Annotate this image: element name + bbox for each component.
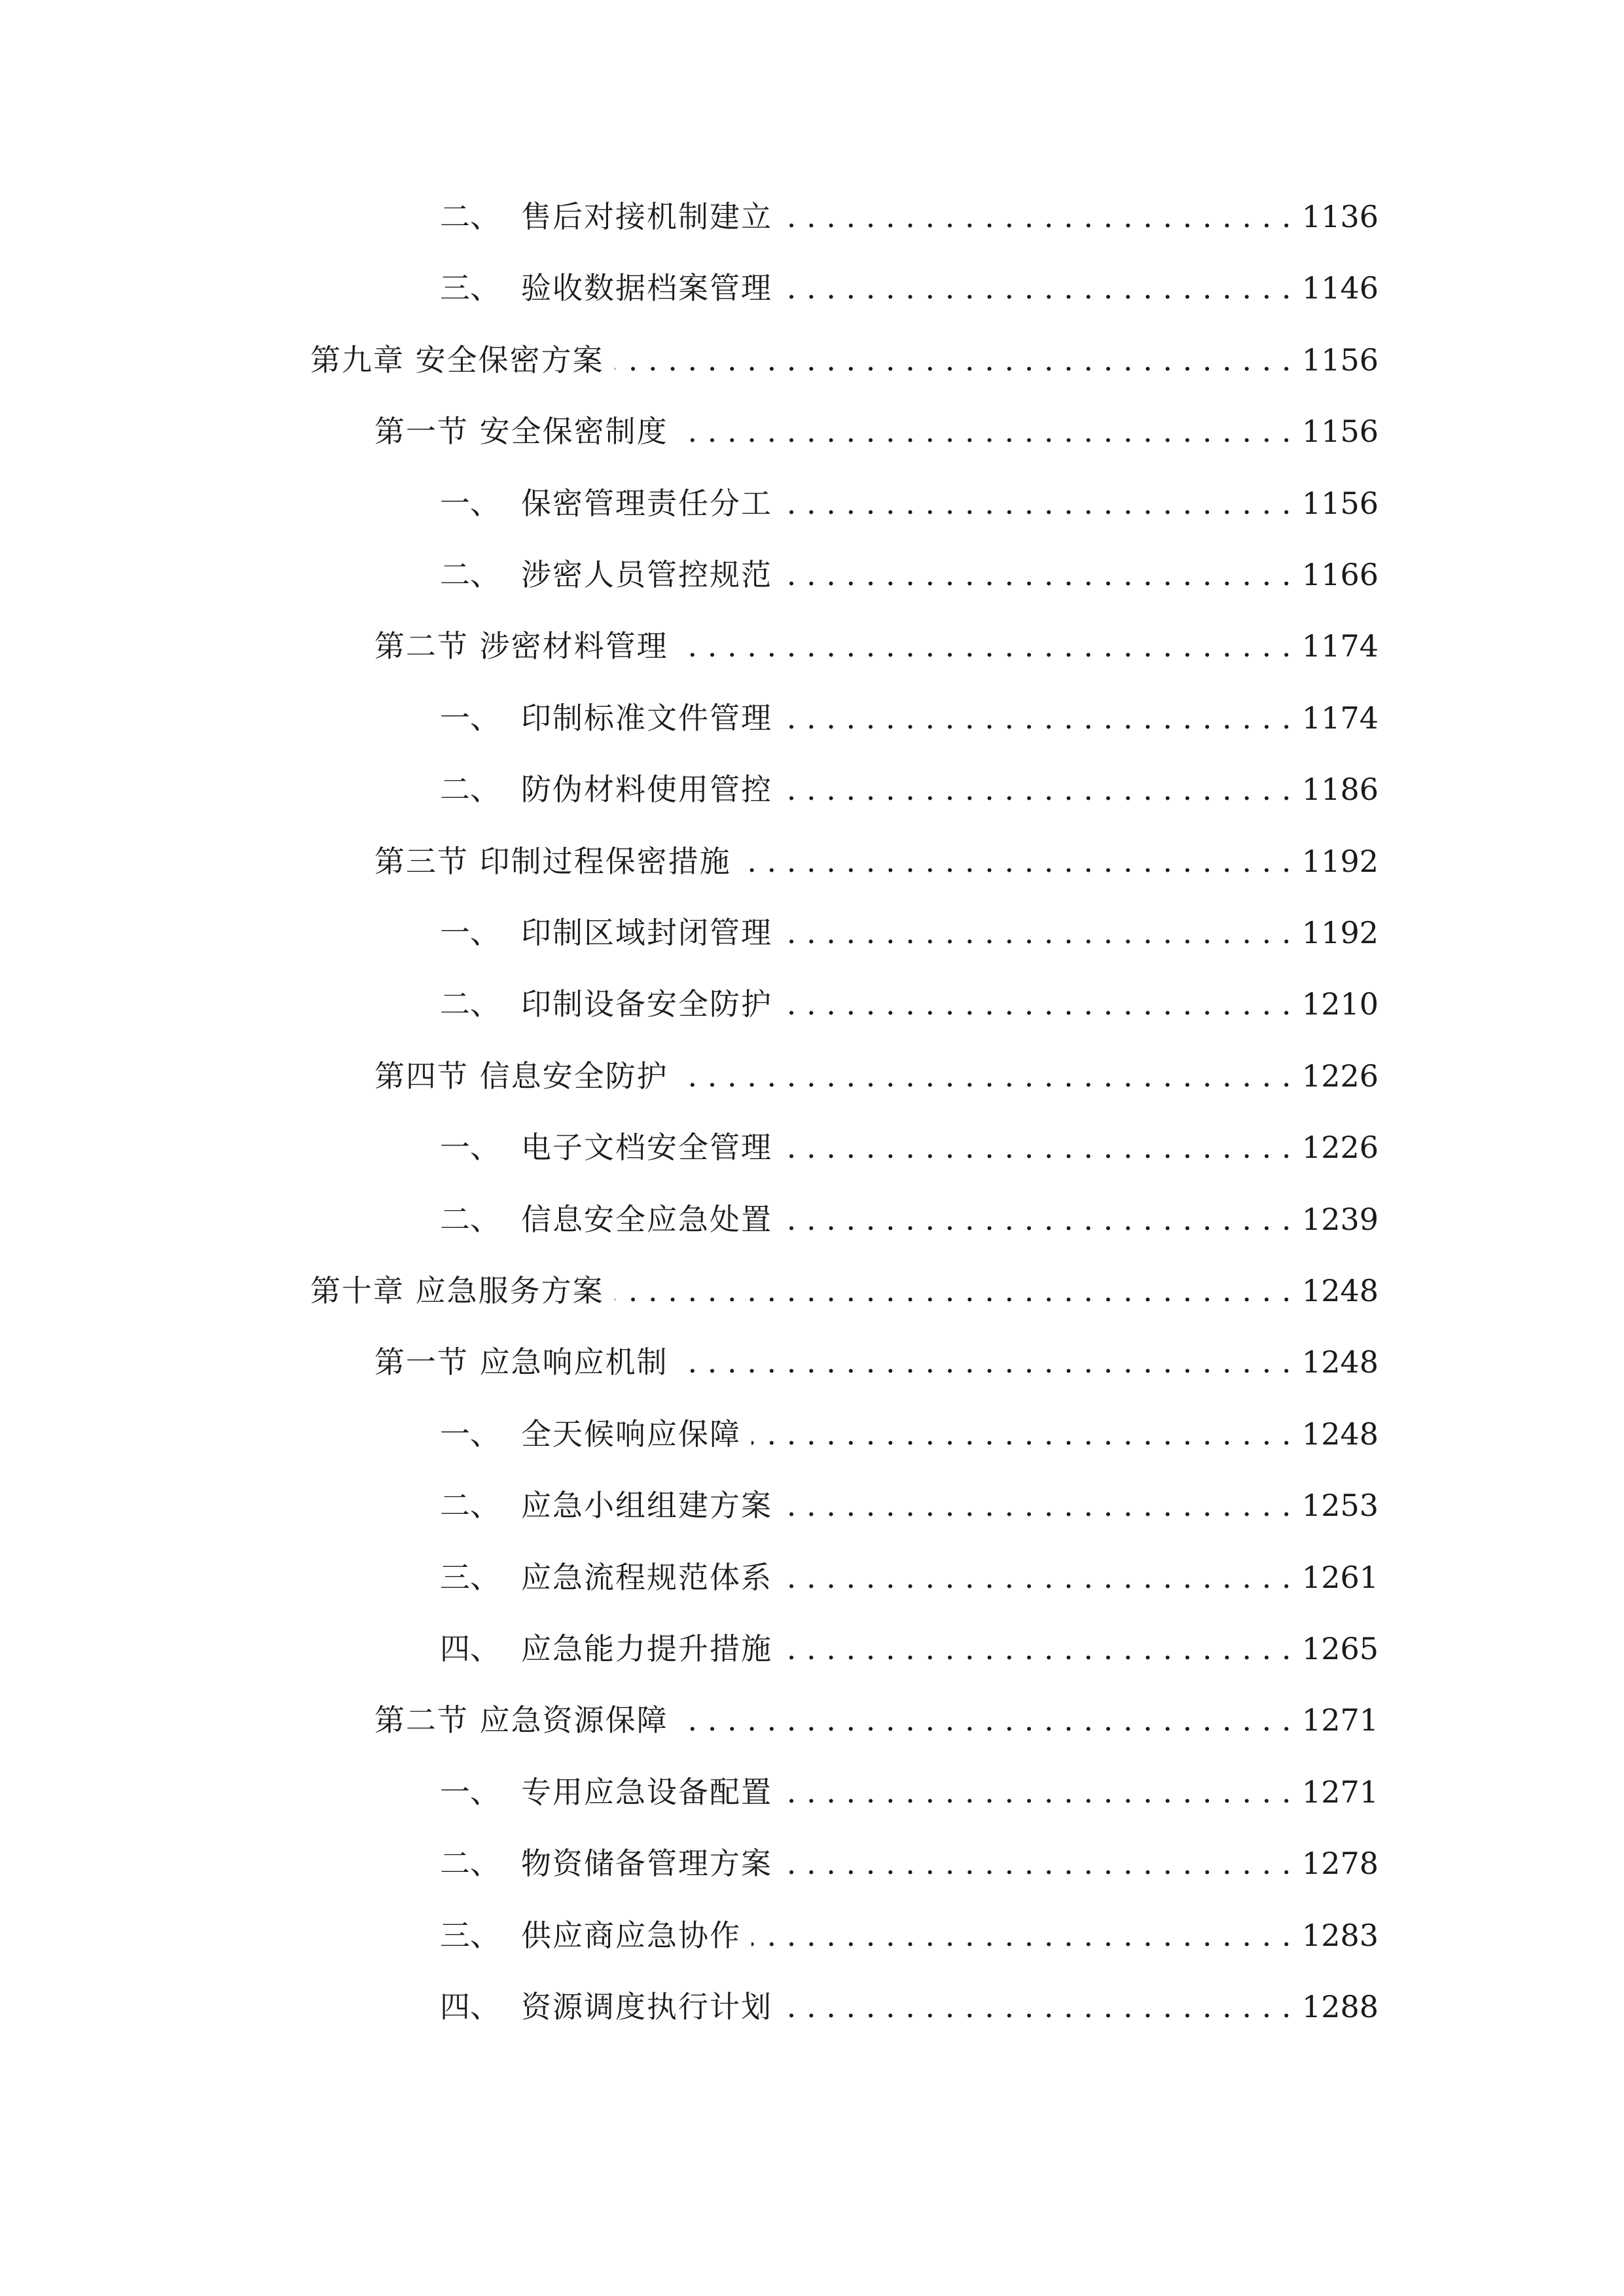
toc-dot-leader [783,766,1291,812]
toc-dot-leader [783,1769,1291,1815]
toc-entry-title: 供应商应急协作 [521,1918,741,1953]
toc-entry-title: 第一节 应急响应机制 [374,1344,668,1380]
toc-entry-page-number: 1288 [1301,1989,1379,2024]
toc-entry-title: 应急流程规范体系 [521,1560,772,1595]
toc-entry[interactable] [0,1482,1624,1528]
toc-dot-leader [742,838,1291,884]
toc-dot-leader [751,1411,1291,1457]
toc-dot-leader [783,1840,1291,1886]
toc-entry-title: 信息安全应急处置 [521,1202,772,1237]
toc-entry-page-number: 1278 [1301,1846,1379,1881]
toc-entry-number: 四、 [440,1631,500,1666]
toc-entry-number: 一、 [440,915,500,950]
toc-entry-number: 一、 [440,486,500,521]
toc-entry-number: 三、 [440,270,500,306]
toc-entry-number: 三、 [440,1560,500,1595]
toc-dot-leader [783,1124,1291,1170]
toc-entry-page-number: 1174 [1301,700,1379,736]
toc-entry-page-number: 1146 [1301,270,1379,306]
toc-dot-leader [783,1626,1291,1672]
toc-entry-page-number: 1192 [1301,915,1379,950]
toc-entry-number: 一、 [440,1416,500,1452]
toc-dot-leader [783,265,1291,311]
toc-entry[interactable] [0,1697,1624,1743]
toc-entry[interactable] [0,1626,1624,1672]
toc-entry[interactable] [0,623,1624,669]
toc-entry-title: 第一节 安全保密制度 [374,414,668,449]
toc-entry-title: 售后对接机制建立 [521,199,772,234]
toc-entry-title: 第四节 信息安全防护 [374,1058,668,1094]
toc-entry-title: 印制设备安全防护 [521,986,772,1022]
toc-entry-title: 专用应急设备配置 [521,1774,772,1810]
toc-entry-number: 二、 [440,772,500,807]
toc-entry-title: 第九章 安全保密方案 [310,342,604,378]
toc-entry-number: 四、 [440,1989,500,2024]
toc-dot-leader [783,194,1291,240]
toc-entry-number: 二、 [440,199,500,234]
toc-entry[interactable] [0,1124,1624,1170]
toc-entry-title: 应急能力提升措施 [521,1631,772,1666]
toc-dot-leader [679,1339,1291,1385]
toc-entry[interactable] [0,1268,1624,1314]
toc-entry-page-number: 1186 [1301,772,1379,807]
toc-entry[interactable] [0,552,1624,598]
toc-entry-title: 电子文档安全管理 [521,1130,772,1165]
toc-entry[interactable] [0,1554,1624,1600]
toc-entry-number: 一、 [440,1130,500,1165]
toc-entry-title: 应急小组组建方案 [521,1488,772,1523]
toc-entry[interactable] [0,1912,1624,1958]
toc-entry[interactable] [0,1196,1624,1242]
toc-entry-number: 二、 [440,1846,500,1881]
toc-dot-leader [783,1482,1291,1528]
toc-entry-page-number: 1261 [1301,1560,1379,1595]
toc-entry[interactable] [0,1053,1624,1099]
toc-entry-page-number: 1248 [1301,1273,1379,1308]
toc-dot-leader [783,695,1291,741]
toc-entry[interactable] [0,1769,1624,1815]
toc-entry[interactable] [0,766,1624,812]
toc-dot-leader [751,1912,1291,1958]
toc-entry[interactable] [0,480,1624,526]
toc-entry[interactable] [0,265,1624,311]
toc-dot-leader [679,408,1291,454]
toc-dot-leader [615,1268,1291,1314]
toc-entry-page-number: 1265 [1301,1631,1379,1666]
toc-entry-number: 二、 [440,986,500,1022]
toc-entry[interactable] [0,194,1624,240]
toc-dot-leader [615,337,1291,383]
toc-dot-leader [783,981,1291,1027]
toc-entry-page-number: 1156 [1301,486,1379,521]
toc-entry-page-number: 1166 [1301,557,1379,592]
toc-entry-title: 全天候响应保障 [521,1416,741,1452]
toc-entry[interactable] [0,838,1624,884]
toc-dot-leader [783,1984,1291,2030]
toc-entry-title: 第二节 涉密材料管理 [374,628,668,664]
toc-entry-title: 印制区域封闭管理 [521,915,772,950]
toc-entry-page-number: 1210 [1301,986,1379,1022]
toc-dot-leader [783,1554,1291,1600]
toc-entry-page-number: 1136 [1301,199,1379,234]
toc-entry-page-number: 1156 [1301,342,1379,378]
toc-entry[interactable] [0,910,1624,956]
toc-entry-number: 三、 [440,1918,500,1953]
toc-dot-leader [783,480,1291,526]
toc-entry[interactable] [0,981,1624,1027]
toc-entry-number: 二、 [440,1488,500,1523]
toc-entry-title: 印制标准文件管理 [521,700,772,736]
toc-entry[interactable] [0,695,1624,741]
toc-entry-number: 一、 [440,1774,500,1810]
toc-entry[interactable] [0,1339,1624,1385]
toc-dot-leader [783,910,1291,956]
toc-entry-title: 物资储备管理方案 [521,1846,772,1881]
toc-dot-leader [783,1196,1291,1242]
toc-entry-page-number: 1226 [1301,1058,1379,1094]
toc-entry-title: 资源调度执行计划 [521,1989,772,2024]
toc-entry-title: 保密管理责任分工 [521,486,772,521]
toc-entry[interactable] [0,1984,1624,2030]
toc-entry[interactable] [0,1411,1624,1457]
toc-entry-page-number: 1192 [1301,844,1379,879]
toc-entry-page-number: 1253 [1301,1488,1379,1523]
toc-dot-leader [679,1053,1291,1099]
toc-entry-page-number: 1248 [1301,1344,1379,1380]
toc-dot-leader [679,623,1291,669]
toc-entry-page-number: 1174 [1301,628,1379,664]
toc-entry-page-number: 1226 [1301,1130,1379,1165]
toc-dot-leader [679,1697,1291,1743]
toc-entry[interactable] [0,408,1624,454]
toc-entry[interactable] [0,1840,1624,1886]
toc-entry-page-number: 1271 [1301,1702,1379,1738]
toc-entry-title: 验收数据档案管理 [521,270,772,306]
toc-entry-title: 防伪材料使用管控 [521,772,772,807]
toc-entry-title: 第十章 应急服务方案 [310,1273,604,1308]
toc-entry-title: 第二节 应急资源保障 [374,1702,668,1738]
toc-entry[interactable] [0,337,1624,383]
toc-entry-number: 一、 [440,700,500,736]
toc-entry-page-number: 1283 [1301,1918,1379,1953]
toc-dot-leader [783,552,1291,598]
toc-entry-page-number: 1271 [1301,1774,1379,1810]
toc-entry-number: 二、 [440,1202,500,1237]
toc-entry-title: 第三节 印制过程保密措施 [374,844,731,879]
toc-entry-page-number: 1156 [1301,414,1379,449]
toc-entry-title: 涉密人员管控规范 [521,557,772,592]
toc-entry-page-number: 1239 [1301,1202,1379,1237]
toc-entry-page-number: 1248 [1301,1416,1379,1452]
toc-entry-number: 二、 [440,557,500,592]
